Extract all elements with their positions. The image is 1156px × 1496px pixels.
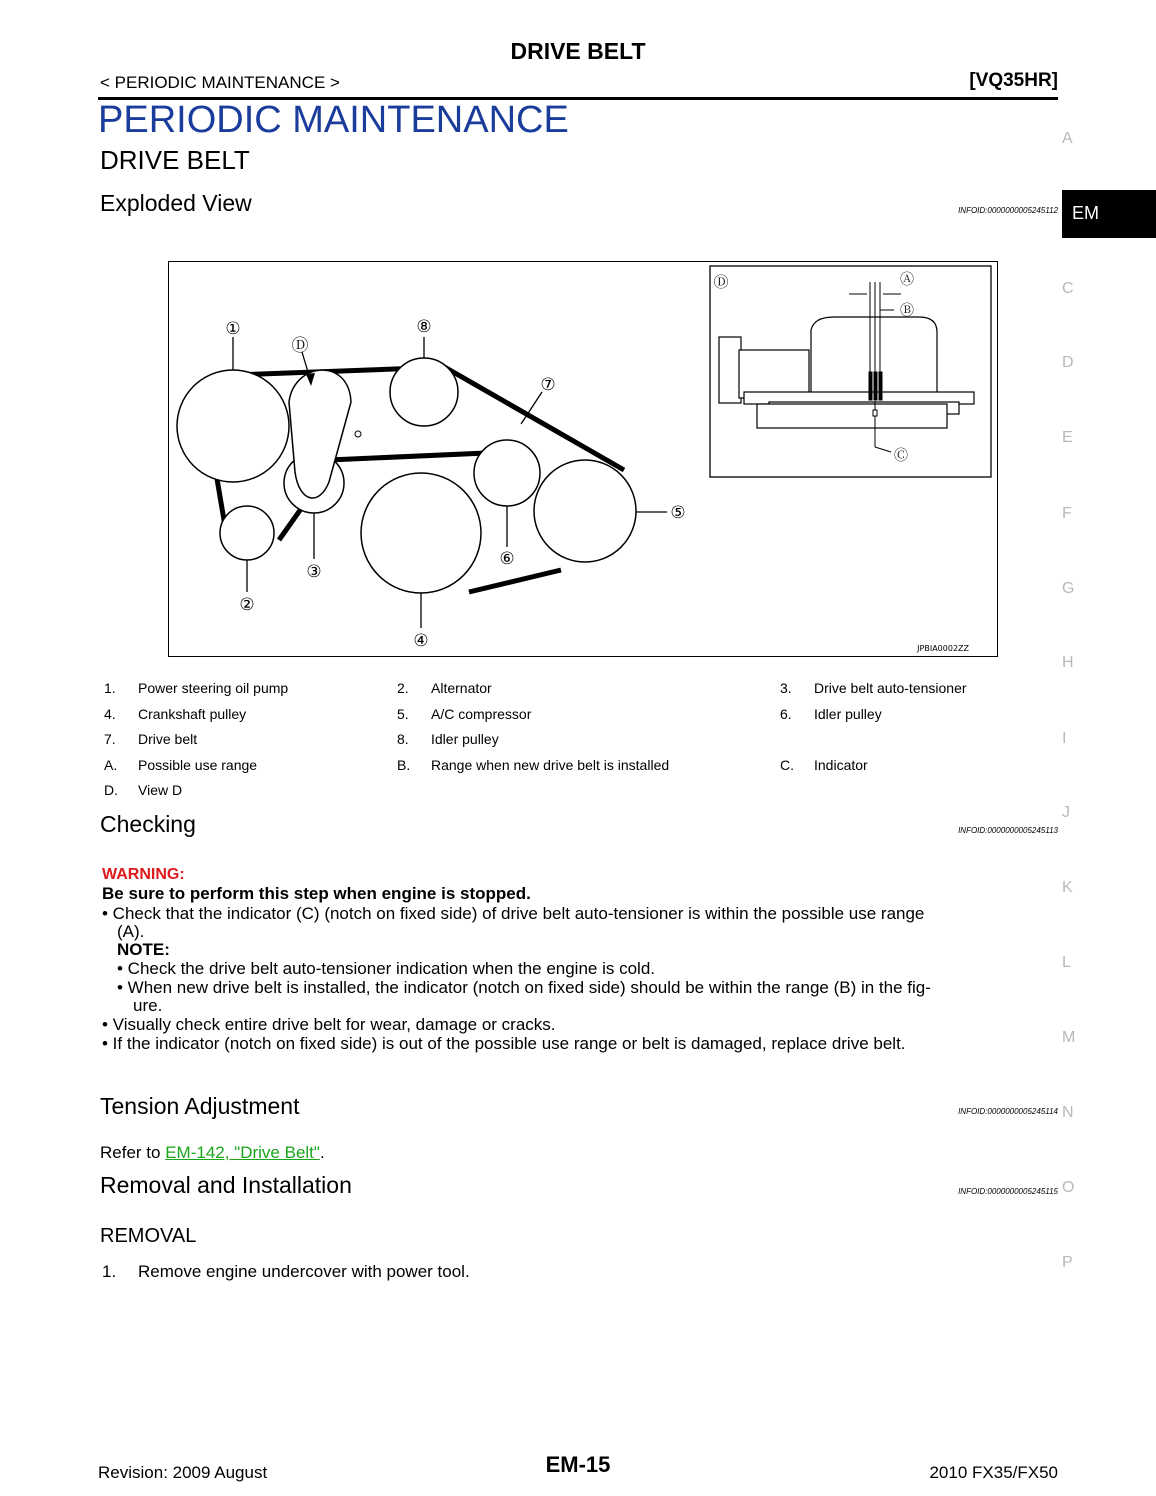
callout-c: Ⓒ — [894, 448, 908, 464]
side-tab-m[interactable]: M — [1062, 1029, 1076, 1046]
document-title: DRIVE BELT — [510, 38, 646, 64]
callout-4: ④ — [413, 631, 429, 651]
exploded-view-heading: Exploded View — [100, 190, 252, 216]
note-item-2: • When new drive belt is installed, the indicator (notch on fixed side) should be within the range (B) in the fig- — [117, 978, 931, 997]
removal-heading: Removal and Installation — [100, 1172, 352, 1198]
power-steering-pump-pulley — [177, 370, 289, 482]
engine-code: [VQ35HR] — [969, 70, 1058, 91]
callout-3: ③ — [306, 562, 322, 582]
side-tab-o[interactable]: O — [1062, 1179, 1075, 1196]
warning-label: WARNING: — [102, 866, 185, 883]
side-tab-em[interactable] — [1062, 190, 1156, 238]
removal-subheading: REMOVAL — [100, 1225, 197, 1247]
callout-d: Ⓓ — [291, 336, 309, 356]
legend-item-c: C. Indicator — [780, 757, 868, 773]
legend-item-6: 6. Idler pulley — [780, 706, 882, 722]
checking-infoid: INFOID:0000000005245113 — [958, 826, 1058, 835]
svg-text:Ⓓ: Ⓓ — [713, 273, 729, 291]
note-item-1: • Check the drive belt auto-tensioner indication when the engine is cold. — [117, 959, 655, 978]
callout-5: ⑤ — [670, 503, 686, 523]
drive-belt-diagram — [168, 261, 998, 657]
callout-7: ⑦ — [540, 375, 556, 395]
side-tab-n[interactable]: N — [1062, 1104, 1074, 1121]
legend-item-4: 4. Crankshaft pulley — [104, 706, 247, 722]
legend-item-8: 8. Idler pulley — [397, 731, 499, 747]
callout-a: Ⓐ — [900, 272, 914, 288]
side-tab-j[interactable]: J — [1062, 804, 1070, 821]
side-tab-l[interactable]: L — [1062, 954, 1071, 971]
exploded-infoid: INFOID:0000000005245112 — [958, 206, 1058, 215]
legend-item-a: A. Possible use range — [104, 757, 258, 773]
tension-reference: Refer to EM-142, "Drive Belt". — [100, 1143, 325, 1162]
side-tab-a[interactable]: A — [1062, 130, 1073, 147]
removal-step-1: Remove engine undercover with power tool. — [138, 1262, 470, 1281]
note-item-2-cont: ure. — [133, 996, 163, 1015]
callout-6: ⑥ — [499, 549, 515, 569]
idler-pulley-upper — [390, 358, 458, 426]
side-tab-p[interactable]: P — [1062, 1254, 1073, 1271]
page-title: PERIODIC MAINTENANCE — [98, 99, 569, 141]
legend-item-3: 3. Drive belt auto-tensioner — [780, 680, 967, 696]
side-tab-i[interactable]: I — [1062, 730, 1067, 747]
note-label: NOTE: — [117, 940, 170, 959]
side-tab-f[interactable]: F — [1062, 505, 1072, 522]
idler-pulley-lower — [474, 440, 540, 506]
page-number: EM-15 — [545, 1452, 611, 1477]
revision-date: Revision: 2009 August — [98, 1463, 268, 1482]
callout-1: ① — [225, 319, 241, 339]
check-bullet-2: • Visually check entire drive belt for wear, damage or cracks. — [102, 1015, 556, 1034]
legend-item-d: D. View D — [104, 782, 183, 798]
checking-heading: Checking — [100, 811, 196, 837]
tension-heading: Tension Adjustment — [100, 1093, 300, 1119]
section-title: DRIVE BELT — [100, 145, 250, 175]
side-tab-em-label: EM — [1072, 203, 1099, 223]
drive-belt-reference-link[interactable]: EM-142, "Drive Belt" — [165, 1143, 320, 1162]
vehicle-model: 2010 FX35/FX50 — [929, 1463, 1058, 1482]
belt-routing-illustration — [169, 262, 997, 656]
section-breadcrumb: < PERIODIC MAINTENANCE > — [100, 73, 340, 92]
crankshaft-pulley — [361, 473, 481, 593]
figure-code: JPBIA0002ZZ — [917, 644, 969, 653]
removal-step-1-num: 1. — [102, 1262, 117, 1281]
check-bullet-1: • Check that the indicator (C) (notch on fixed side) of drive belt auto-tensioner is within the possible use range — [102, 904, 925, 923]
callout-2: ② — [239, 595, 255, 615]
warning-text: Be sure to perform this step when engine is stopped. — [102, 884, 531, 903]
alternator-pulley — [220, 506, 274, 560]
side-tab-c[interactable]: C — [1062, 280, 1074, 297]
side-tab-k[interactable]: K — [1062, 879, 1073, 896]
removal-infoid: INFOID:0000000005245115 — [958, 1187, 1058, 1196]
side-tab-d[interactable]: D — [1062, 354, 1074, 371]
legend-item-2: 2. Alternator — [397, 680, 492, 696]
legend-item-5: 5. A/C compressor — [397, 706, 532, 722]
side-tab-h[interactable]: H — [1062, 654, 1074, 671]
tension-infoid: INFOID:0000000005245114 — [958, 1107, 1058, 1116]
view-d-inset — [710, 266, 991, 477]
side-tab-e[interactable]: E — [1062, 429, 1073, 446]
ac-compressor-pulley — [534, 460, 636, 562]
check-bullet-1-cont: (A). — [117, 922, 145, 941]
legend-item-b: B. Range when new drive belt is installed — [397, 757, 670, 773]
callout-b: Ⓑ — [900, 303, 914, 319]
legend-item-1: 1. Power steering oil pump — [104, 680, 289, 696]
callout-8: ⑧ — [416, 317, 432, 337]
side-tab-g[interactable]: G — [1062, 580, 1075, 597]
check-bullet-3: • If the indicator (notch on fixed side) is out of the possible use range or belt is damaged, replace drive belt. — [102, 1034, 906, 1053]
legend-item-7: 7. Drive belt — [104, 731, 198, 747]
